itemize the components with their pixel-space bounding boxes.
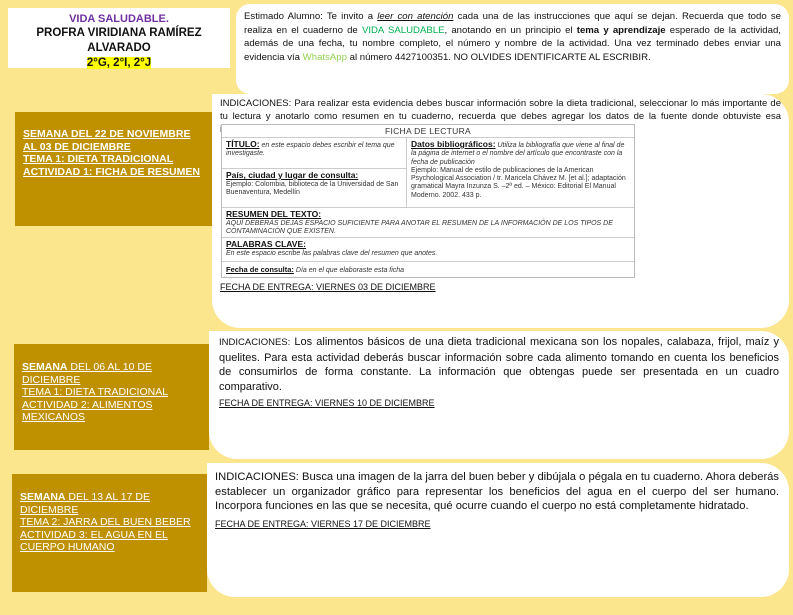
summary-label: RESUMEN DEL TEXTO: — [226, 209, 322, 219]
reading-card-example — [221, 124, 635, 278]
divider — [222, 207, 634, 208]
intro-message — [236, 4, 789, 94]
bibliographic-label: Datos bibliográficos: — [411, 139, 496, 149]
keywords-field — [222, 239, 635, 259]
intro-text: al número 4427100351. NO OLVIDES IDENTIFICARTE AL ESCRIBIR. — [346, 51, 651, 63]
week-3-prefix: SEMANA — [20, 491, 66, 503]
activity-3-due-date: FECHA DE ENTREGA: VIERNES 17 DE DICIEMBRE — [215, 518, 431, 529]
bibliographic-field — [407, 139, 635, 201]
week-1-activity: ACTIVIDAD 1: FICHA DE RESUMEN — [23, 165, 200, 178]
reading-card-title: FICHA DE LECTURA — [222, 125, 634, 138]
activity-2-panel — [209, 331, 789, 459]
teacher-name: PROFRA VIRIDIANA RAMÍREZ ALVARADO — [36, 27, 202, 54]
intro-text: esperado de la actividad, además de una fecha, tu nombre completo, el número y nombre de la actividad. Una vez terminado debes enviar una evidencia vía — [244, 24, 781, 63]
activity-2-instructions-text: Los alimentos básicos de una dieta tradicional mexicana son los nopales, calabaza, frijol, maíz y quelites. Para esta actividad deberás buscar información sobre cada alimento tomando en cuenta los beneficios de consumirlos de forma constante. La información que obtengas puede ser presentada en un cuadro comparativo. — [219, 336, 779, 393]
week-2-activity: ACTIVIDAD 2: ALIMENTOS MEXICANOS — [22, 398, 153, 424]
week-2-label — [14, 344, 209, 450]
week-3-topic: TEMA 2: JARRA DEL BUEN BEBER — [20, 516, 191, 529]
intro-emphasis: leer con atención — [377, 11, 454, 22]
week-2-prefix: SEMANA — [22, 361, 68, 373]
title-field — [222, 139, 406, 160]
activity-3-panel — [207, 463, 789, 597]
intro-text: Estimado Alumno: Te invito a — [244, 11, 378, 22]
divider — [222, 168, 407, 169]
divider — [222, 261, 634, 262]
activity-1-instructions: INDICACIONES: Para realizar esta evidencia debes buscar información sobre la dieta tradicional, seleccionar lo más importante de tu lectura y anotarlo como resumen en tu cuaderno, recuerda que debes agregar los datos de la fuente donde obtuviste esa — [220, 98, 781, 122]
intro-text: , anotando en un principio el — [444, 24, 577, 36]
intro-subject: VIDA SALUDABLE — [361, 24, 445, 36]
date-field — [222, 264, 635, 276]
bibliographic-hint: Utiliza la bibliografía que viene al final de la página de internet o el nombre del artículo que encontraste con la fecha de publicación — [411, 142, 625, 166]
keywords-label: PALABRAS CLAVE: — [226, 239, 306, 249]
activity-1-due-date: FECHA DE ENTREGA: VIERNES 03 DE DICIEMBRE — [220, 282, 436, 292]
week-3-dates: DEL 13 AL 17 DE DICIEMBRE — [20, 491, 150, 516]
activity-2-instructions-prefix: INDICACIONES: — [219, 337, 291, 348]
week-3-activity: ACTIVIDAD 3: EL AGUA EN EL CUERPO HUMANO — [20, 528, 168, 554]
groups-highlight: 2°G, 2°I, 2°J — [86, 57, 152, 69]
place-label: País, ciudad y lugar de consulta: — [226, 170, 359, 180]
activity-2-instructions — [219, 335, 779, 394]
week-3-label — [12, 474, 207, 592]
title-field-label: TÍTULO: — [226, 139, 260, 149]
header-box — [8, 8, 230, 68]
divider — [222, 237, 634, 238]
subject-title: VIDA SALUDABLE. — [69, 13, 169, 25]
place-example: Ejemplo: Colombia, biblioteca de la Universidad de San Buenaventura, Medellín — [226, 180, 399, 196]
week-1-label — [15, 112, 212, 226]
summary-field — [222, 209, 635, 237]
summary-hint: AQUÍ DEBERÁS DEJAS ESPACIO SUFICIENTE PARA ANOTAR EL RESUMEN DE LA INFORMACIÓN DE LOS TIPOS DE CONTAMINACIÓN QUE EXISTEN. — [226, 219, 613, 235]
activity-2-due-date: FECHA DE ENTREGA: VIERNES 10 DE DICIEMBRE — [219, 398, 435, 408]
place-field — [222, 170, 406, 198]
intro-whatsapp: WhatsApp — [302, 51, 347, 63]
date-hint: Día en el que elaboraste esta ficha — [293, 267, 405, 274]
intro-text: cada una de las instrucciones que aquí se dejan. Recuerda que todo se realiza en el cuaderno de — [244, 11, 781, 36]
date-label: Fecha de consulta: — [226, 265, 294, 274]
bibliographic-example: Ejemplo: Manual de estilo de publicaciones de la American Psychological Association / tr. Maricela Chávez M. [et al.]; adaptación gramatical Mayra Inzunza S. –2ª ed. – México: Editorial El Manual Moderno. 2002. 433 p. — [411, 166, 626, 199]
groups — [8, 56, 230, 71]
week-1-topic: TEMA 1: DIETA TRADICIONAL — [23, 153, 174, 166]
keywords-hint: En este espacio escribe las palabras clave del resumen que anotes. — [226, 249, 438, 257]
week-1-dates: SEMANA DEL 22 DE NOVIEMBRE AL 03 DE DICIEMBRE — [23, 128, 191, 153]
title-field-hint: en este espacio debes escribir el tema que investigaste. — [226, 142, 395, 158]
intro-bold: tema y aprendizaje — [576, 24, 666, 36]
activity-3-instructions: INDICACIONES: Busca una imagen de la jarra del buen beber y dibújala o pégala en tu cuaderno. Ahora deberás establecer un organizador gráfico para representar los beneficios del agua en el cuerpo del ser humano. Incorpora funciones en las que se necesita, qué ocurre cuando el cuerpo no está completamente hidratado. — [215, 471, 779, 512]
week-2-dates: DEL 06 AL 10 DE DICIEMBRE — [22, 361, 152, 386]
week-2-topic: TEMA 1: DIETA TRADICIONAL — [22, 386, 169, 399]
